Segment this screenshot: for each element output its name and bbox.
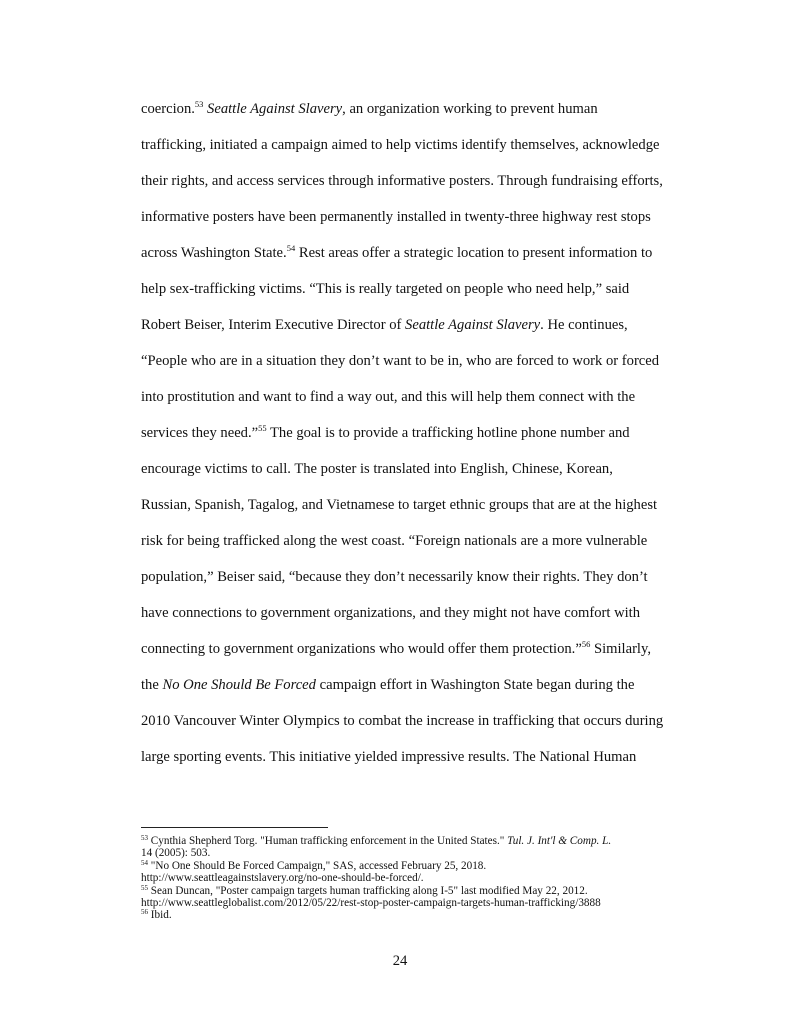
- text-line: [141, 667, 721, 703]
- text-line: into prostitution and want to find a way out, and this will help them connect with the: [141, 389, 636, 405]
- text-run: campaign effort in Washington State began during the: [315, 677, 635, 693]
- text-run: Similarly,: [590, 641, 651, 657]
- text-line: Russian, Spanish, Tagalog, and Vietnamese to target ethnic groups that are at the highest: [141, 497, 658, 513]
- footnote-ref-53: 53: [194, 99, 204, 109]
- text-line: [141, 307, 721, 343]
- text-run: Robert Beiser, Interim Executive Director of: [141, 317, 406, 333]
- text-line: [141, 631, 721, 667]
- text-run: Rest areas offer a strategic location to present information to: [295, 245, 653, 261]
- text-line: help sex-trafficking victims. “This is really targeted on people who need help,” said: [141, 281, 630, 297]
- text-line: their rights, and access services through informative posters. Through fundraising efforts,: [141, 173, 663, 189]
- text-run: connecting to government organizations who would offer them protection.”: [141, 641, 582, 657]
- text-line: [141, 235, 721, 271]
- footnote-number: 55: [141, 883, 148, 892]
- text-run: . He continues,: [540, 317, 628, 333]
- text-line: trafficking, initiated a campaign aimed to help victims identify themselves, acknowledge: [141, 137, 660, 153]
- footnote-54: [141, 860, 721, 872]
- italic-title: Seattle Against Slavery: [207, 101, 343, 117]
- text-line: encourage victims to call. The poster is translated into English, Chinese, Korean,: [141, 461, 613, 477]
- text-line: population,” Beiser said, “because they don’t necessarily know their rights. They don’t: [141, 569, 648, 585]
- text-line: “People who are in a situation they don’t want to be in, who are forced to work or forced: [141, 353, 660, 369]
- text-line: informative posters have been permanently installed in twenty-three highway rest stops: [141, 209, 651, 225]
- text-run: The goal is to provide a trafficking hotline phone number and: [266, 425, 630, 441]
- italic-title: Seattle Against Slavery: [405, 317, 541, 333]
- text-run: , an organization working to prevent human: [342, 101, 598, 117]
- text-run: across Washington State.: [141, 245, 287, 261]
- footnote-54-url: http://www.seattleagainstslavery.org/no-one-should-be-forced/.: [141, 872, 424, 885]
- footnote-53-continued: 14 (2005): 503.: [141, 847, 211, 860]
- footnote-55: [141, 885, 721, 897]
- text-line: have connections to government organizations, and they might not have comfort with: [141, 605, 641, 621]
- footnote-text: Ibid.: [148, 909, 172, 922]
- text-line: [141, 91, 721, 127]
- footnote-text: Sean Duncan, "Poster campaign targets human trafficking along I-5" last modified May 22, 2012.: [148, 884, 588, 897]
- footnote-ref-55: 55: [258, 423, 267, 433]
- page-number: 24: [392, 953, 408, 969]
- footnote-text: Cynthia Shepherd Torg. "Human trafficking enforcement in the United States.": [148, 835, 508, 847]
- footnotes: [141, 835, 721, 922]
- text-line: 2010 Vancouver Winter Olympics to combat the increase in trafficking that occurs during: [141, 713, 664, 729]
- text-run: services they need.”: [141, 425, 259, 441]
- body-paragraph: [141, 91, 721, 775]
- footnote-number: 53: [141, 834, 148, 842]
- text-line: risk for being trafficked along the west coast. “Foreign nationals are a more vulnerable: [141, 533, 648, 549]
- footnote-56: [141, 909, 721, 921]
- journal-title: Tul. J. Int'l & Comp. L.: [507, 835, 612, 847]
- footnote-55-url: http://www.seattleglobalist.com/2012/05/22/rest-stop-poster-campaign-targets-human-trafficking/3888: [141, 897, 601, 910]
- text-run: the: [141, 677, 163, 693]
- text-run: coercion.: [141, 101, 195, 117]
- footnote-separator: [141, 827, 328, 828]
- italic-title: No One Should Be Forced: [162, 677, 316, 693]
- text-line: [141, 415, 721, 451]
- footnote-text: "No One Should Be Forced Campaign," SAS, accessed February 25, 2018.: [148, 859, 487, 872]
- text-line: large sporting events. This initiative yielded impressive results. The National Human: [141, 749, 637, 765]
- footnote-number: 56: [141, 908, 148, 917]
- footnote-53: [141, 835, 721, 847]
- footnote-ref-54: 54: [286, 243, 296, 253]
- footnote-number: 54: [141, 858, 148, 867]
- footnote-ref-56: 56: [581, 639, 591, 649]
